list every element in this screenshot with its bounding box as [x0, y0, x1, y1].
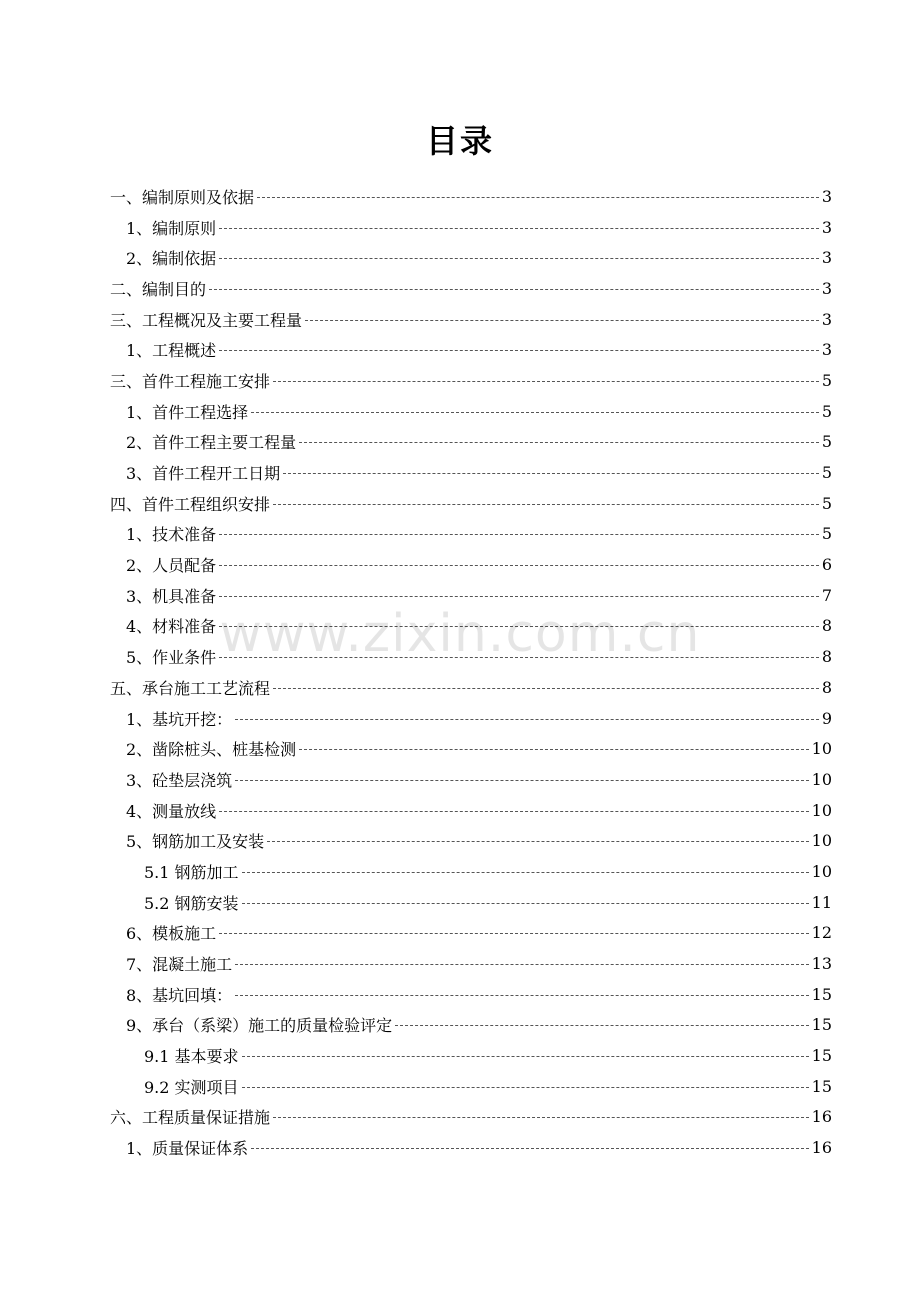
toc-entry[interactable] — [0, 641, 920, 672]
toc-entry[interactable] — [0, 1071, 920, 1102]
toc-entry-page-number: 8 — [821, 647, 832, 667]
toc-entry-page-number: 8 — [821, 677, 832, 697]
toc-dot-leader — [251, 1148, 808, 1149]
toc-entry-label: 五、承台施工工艺流程 — [110, 678, 271, 698]
toc-entry-label: 1、编制原则 — [126, 218, 217, 238]
toc-entry[interactable] — [0, 396, 920, 427]
toc-entry-label: 5.1 钢筋加工 — [144, 862, 239, 882]
toc-entry-page-number: 10 — [811, 739, 832, 759]
toc-dot-leader — [219, 258, 819, 259]
toc-entry-page-number: 6 — [821, 555, 832, 575]
toc-dot-leader — [235, 964, 808, 965]
toc-entry[interactable] — [0, 1040, 920, 1071]
toc-entry[interactable] — [0, 242, 920, 273]
toc-entry-label: 2、首件工程主要工程量 — [126, 433, 297, 453]
toc-entry-label: 2、人员配备 — [126, 556, 217, 576]
toc-entry-page-number: 3 — [821, 309, 832, 329]
toc-dot-leader — [219, 626, 819, 627]
toc-dot-leader — [273, 504, 819, 505]
toc-entry-label: 1、首件工程选择 — [126, 402, 249, 422]
toc-dot-leader — [219, 811, 808, 812]
toc-entry-page-number: 5 — [821, 524, 832, 544]
toc-entry[interactable] — [0, 1010, 920, 1041]
toc-entry[interactable] — [0, 304, 920, 335]
toc-dot-leader — [219, 565, 819, 566]
toc-entry[interactable] — [0, 764, 920, 795]
toc-entry-page-number: 10 — [811, 861, 832, 881]
toc-entry[interactable] — [0, 672, 920, 703]
toc-dot-leader — [299, 749, 808, 750]
toc-entry[interactable] — [0, 488, 920, 519]
toc-dot-leader — [219, 657, 819, 658]
toc-entry-page-number: 10 — [811, 769, 832, 789]
toc-entry[interactable] — [0, 181, 920, 212]
toc-entry-label: 六、工程质量保证措施 — [110, 1108, 271, 1128]
toc-entry[interactable] — [0, 979, 920, 1010]
toc-entry[interactable] — [0, 334, 920, 365]
toc-dot-leader — [305, 320, 819, 321]
toc-dot-leader — [235, 995, 808, 996]
toc-entry-page-number: 5 — [821, 493, 832, 513]
toc-entry[interactable] — [0, 212, 920, 243]
toc-entry-page-number: 16 — [811, 1107, 832, 1127]
toc-entry-label: 8、基坑回填： — [126, 985, 233, 1005]
toc-entry-page-number: 7 — [821, 585, 832, 605]
page-title: 目录 — [425, 122, 494, 160]
toc-dot-leader — [283, 473, 819, 474]
toc-dot-leader — [242, 1056, 809, 1057]
toc-entry[interactable] — [0, 918, 920, 949]
toc-entry-page-number: 15 — [811, 984, 832, 1004]
toc-entry-label: 9、承台（系梁）施工的质量检验评定 — [126, 1016, 393, 1036]
toc-entry-page-number: 15 — [811, 1046, 832, 1066]
toc-entry-page-number: 3 — [821, 217, 832, 237]
toc-entry[interactable] — [0, 549, 920, 580]
toc-dot-leader — [219, 596, 819, 597]
toc-entry-page-number: 5 — [821, 370, 832, 390]
toc-entry-page-number: 3 — [821, 186, 832, 206]
toc-entry[interactable] — [0, 427, 920, 458]
toc-entry-label: 1、质量保证体系 — [126, 1139, 249, 1159]
toc-entry-page-number: 3 — [821, 340, 832, 360]
toc-dot-leader — [219, 350, 819, 351]
toc-entry[interactable] — [0, 887, 920, 918]
toc-entry[interactable] — [0, 825, 920, 856]
toc-entry-label: 1、基坑开挖： — [126, 709, 233, 729]
toc-entry-label: 7、混凝土施工 — [126, 955, 233, 975]
toc-dot-leader — [235, 719, 819, 720]
toc-entry-page-number: 3 — [821, 278, 832, 298]
toc-entry-label: 5、钢筋加工及安装 — [126, 832, 265, 852]
toc-dot-leader — [235, 780, 808, 781]
toc-entry-label: 6、模板施工 — [126, 924, 217, 944]
toc-entry[interactable] — [0, 795, 920, 826]
toc-dot-leader — [242, 1087, 809, 1088]
toc-entry[interactable] — [0, 1102, 920, 1133]
toc-dot-leader — [267, 841, 808, 842]
toc-entry-label: 3、首件工程开工日期 — [126, 464, 281, 484]
toc-entry[interactable] — [0, 580, 920, 611]
toc-entry-page-number: 10 — [811, 800, 832, 820]
toc-entry-page-number: 10 — [811, 831, 832, 851]
toc-entry-label: 5.2 钢筋安装 — [144, 893, 239, 913]
toc-entry[interactable] — [0, 733, 920, 764]
toc-entry[interactable] — [0, 365, 920, 396]
toc-dot-leader — [219, 933, 808, 934]
toc-entry-page-number: 16 — [811, 1138, 832, 1158]
toc-dot-leader — [251, 412, 819, 413]
toc-entry[interactable] — [0, 948, 920, 979]
toc-dot-leader — [273, 1117, 809, 1118]
toc-entry-label: 2、凿除桩头、桩基检测 — [126, 740, 297, 760]
toc-entry-label: 1、技术准备 — [126, 525, 217, 545]
toc-entry-label: 9.2 实测项目 — [144, 1077, 239, 1097]
toc-entry-label: 四、首件工程组织安排 — [110, 494, 271, 514]
toc-entry[interactable] — [0, 856, 920, 887]
toc-dot-leader — [242, 872, 809, 873]
toc-entry-label: 3、砼垫层浇筑 — [126, 770, 233, 790]
watermark: www.zixin.com.cn — [219, 604, 701, 664]
toc-entry-label: 2、编制依据 — [126, 249, 217, 269]
toc-entry-page-number: 11 — [811, 892, 832, 912]
toc-dot-leader — [299, 442, 819, 443]
toc-dot-leader — [219, 228, 819, 229]
toc-dot-leader — [209, 289, 819, 290]
toc-dot-leader — [273, 688, 819, 689]
toc-entry-page-number: 5 — [821, 463, 832, 483]
toc-entry-label: 4、材料准备 — [126, 617, 217, 637]
toc-entry-page-number: 13 — [811, 954, 832, 974]
toc-entry-page-number: 15 — [811, 1076, 832, 1096]
table-of-contents — [0, 181, 920, 1163]
toc-entry-label: 3、机具准备 — [126, 586, 217, 606]
toc-entry-page-number: 12 — [811, 923, 832, 943]
toc-entry[interactable] — [0, 1132, 920, 1163]
toc-entry-label: 4、测量放线 — [126, 801, 217, 821]
toc-entry[interactable] — [0, 611, 920, 642]
toc-entry[interactable] — [0, 519, 920, 550]
toc-dot-leader — [219, 534, 819, 535]
toc-entry-page-number: 8 — [821, 616, 832, 636]
toc-entry-page-number: 5 — [821, 401, 832, 421]
toc-entry-page-number: 9 — [821, 708, 832, 728]
toc-entry[interactable] — [0, 703, 920, 734]
toc-entry-label: 三、工程概况及主要工程量 — [110, 310, 303, 330]
toc-entry-label: 一、编制原则及依据 — [110, 187, 255, 207]
toc-dot-leader — [273, 381, 819, 382]
toc-entry-label: 9.1 基本要求 — [144, 1047, 239, 1067]
toc-dot-leader — [257, 197, 819, 198]
toc-entry-page-number: 3 — [821, 248, 832, 268]
toc-dot-leader — [242, 903, 809, 904]
toc-entry-label: 5、作业条件 — [126, 648, 217, 668]
toc-entry-page-number: 5 — [821, 432, 832, 452]
toc-dot-leader — [395, 1025, 808, 1026]
toc-entry-label: 三、首件工程施工安排 — [110, 371, 271, 391]
toc-entry[interactable] — [0, 273, 920, 304]
toc-entry-label: 1、工程概述 — [126, 341, 217, 361]
toc-entry-page-number: 15 — [811, 1015, 832, 1035]
toc-entry-label: 二、编制目的 — [110, 279, 207, 299]
toc-entry[interactable] — [0, 457, 920, 488]
